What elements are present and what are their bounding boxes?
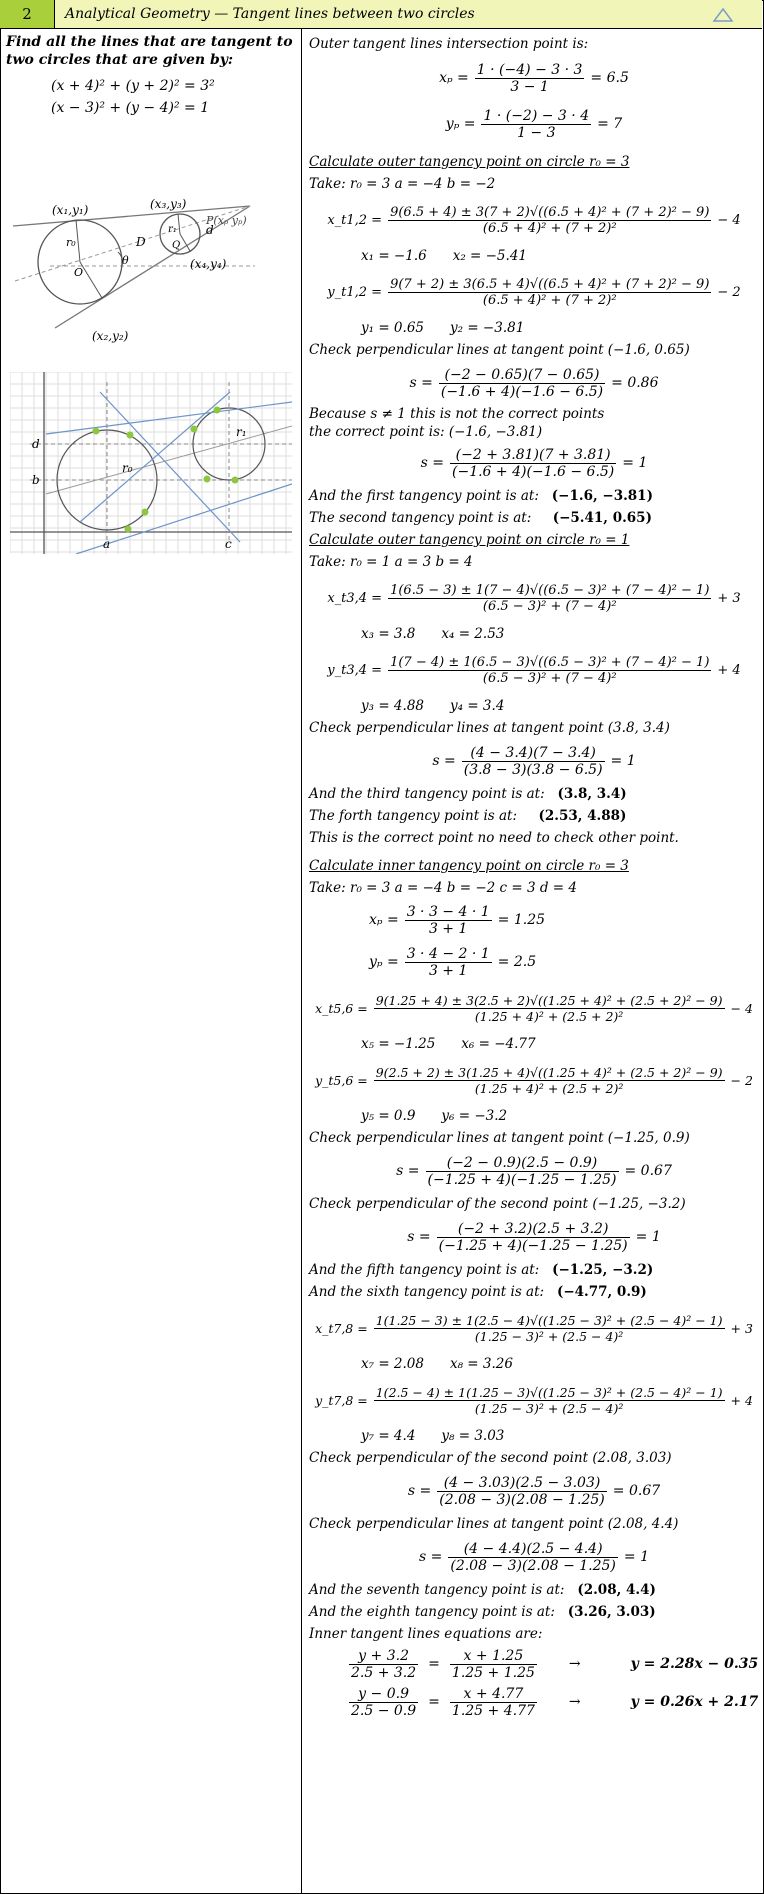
problem-number: 2 [0, 0, 55, 28]
denominator: 1.25 + 1.25 [451, 1664, 535, 1681]
label-q: Q [172, 240, 181, 251]
check-perpendicular-5: Check perpendicular of the second point (2.08, 3.03) [309, 1450, 672, 1466]
check-perpendicular-6: Check perpendicular lines at tangent point (2.08, 4.4) [309, 1516, 679, 1532]
fraction [374, 1385, 725, 1416]
page-title: Analytical Geometry — Tangent lines between two circles [65, 6, 475, 22]
value: x₈ = 3.26 [449, 1356, 513, 1372]
slope-check-f [309, 1469, 759, 1513]
label-x2y2: (x₂,y₂) [92, 329, 129, 343]
circle-equations [51, 75, 296, 119]
fraction [374, 1065, 725, 1096]
eq-rhs: = 7 [597, 116, 623, 132]
eq-rhs: − 4 [717, 212, 741, 228]
label-theta: θ [122, 254, 129, 267]
eq-rhs: = 6.5 [590, 70, 629, 86]
denominator: (1.25 − 3)² + (2.5 − 4)² [374, 1400, 725, 1416]
slope-check-b [309, 441, 759, 485]
value: y₈ = 3.03 [441, 1428, 505, 1444]
numerator: (−2 + 3.2)(2.5 + 3.2) [457, 1220, 609, 1237]
denominator: (2.08 − 3)(2.08 − 1.25) [450, 1557, 616, 1574]
line-result: y = 2.28x − 0.35 [630, 1656, 759, 1672]
denominator: (1.25 + 4)² + (2.5 + 2)² [374, 1008, 725, 1024]
numerator: 1(6.5 − 3) ± 1(7 − 4)√((6.5 − 3)² + (7 − 4)² − 1) [390, 582, 710, 598]
inner-equations-title: Inner tangent lines equations are: [309, 1626, 543, 1642]
fraction [388, 277, 711, 308]
fraction [439, 367, 605, 400]
fraction [405, 904, 492, 937]
fraction [388, 205, 711, 236]
eq-rhs: = 0.86 [611, 375, 659, 391]
label-small-d: d [206, 223, 214, 237]
grid-label-c: c [225, 537, 232, 551]
fraction [388, 583, 711, 614]
eq-rhs: − 4 [730, 1000, 753, 1016]
arrow-icon: → [568, 1656, 581, 1672]
denominator: (3.8 − 3)(3.8 − 6.5) [463, 761, 603, 778]
y78-equation [309, 1375, 759, 1425]
coordinate-grid-figure [10, 372, 292, 554]
numerator: (4 − 4.4)(2.5 − 4.4) [463, 1540, 603, 1557]
section-inner-r0-3: Calculate inner tangency point on circle r₀ = 3 [309, 858, 629, 874]
value: x₄ = 2.53 [441, 626, 505, 642]
fraction [405, 946, 492, 979]
fraction [450, 1648, 537, 1681]
y78-values [309, 1425, 759, 1447]
second-tangency-point [309, 507, 759, 529]
numerator: x + 4.77 [463, 1685, 524, 1702]
value: y₄ = 3.4 [450, 698, 505, 714]
eq-rhs: + 3 [730, 1320, 753, 1336]
eq-lhs: y_t1,2 = [327, 284, 383, 300]
grid-label-r0: r₀ [122, 461, 133, 475]
equals-sign: = [428, 1656, 440, 1672]
eq-rhs: − 2 [717, 284, 741, 300]
value: x₆ = −4.77 [461, 1036, 536, 1052]
numerator: 3 · 4 − 2 · 1 [406, 945, 490, 962]
slope-check-d [309, 1149, 759, 1193]
denominator: (1.25 + 4)² + (2.5 + 2)² [374, 1080, 725, 1096]
take-values-1: Take: r₀ = 3 a = −4 b = −2 [309, 176, 496, 192]
label: And the eighth tangency point is at: [309, 1604, 555, 1620]
grid-label-b: b [32, 473, 40, 487]
eq-lhs: s = [418, 1549, 443, 1565]
eq-rhs: = 1.25 [497, 912, 546, 928]
solution-panel [309, 33, 759, 1721]
denominator: (6.5 + 4)² + (7 + 2)² [388, 292, 711, 308]
x56-equation [309, 983, 759, 1033]
fraction [450, 1686, 537, 1719]
label-x3y3: (x₃,y₃) [150, 197, 187, 211]
grid-label-r1: r₁ [236, 425, 247, 439]
circle-equation-2: (x − 3)² + (y − 4)² = 1 [51, 100, 210, 116]
numerator: (−2 − 0.9)(2.5 − 0.9) [446, 1154, 598, 1171]
y34-values [309, 695, 759, 717]
x78-values [309, 1353, 759, 1375]
grid-label-a: a [103, 537, 111, 551]
slope-check-c [309, 739, 759, 783]
eq-rhs: = 1 [635, 1229, 661, 1245]
numerator: (−2 − 0.65)(7 − 0.65) [444, 366, 600, 383]
x12-values [309, 245, 759, 267]
numerator: y + 3.2 [358, 1647, 409, 1664]
value: y₁ = 0.65 [361, 320, 424, 336]
slope-check-a [309, 361, 759, 405]
value: y₆ = −3.2 [441, 1108, 508, 1124]
correct-point-note: This is the correct point no need to check other point. [309, 830, 679, 846]
xp-inner-equation [309, 899, 759, 941]
numerator: 9(7 + 2) ± 3(6.5 + 4)√((6.5 + 4)² + (7 + 2)² − 9) [390, 276, 710, 292]
fraction [426, 1155, 619, 1188]
eq-lhs: xₚ = [369, 912, 399, 928]
eq-rhs: = 0.67 [624, 1163, 672, 1179]
collapse-triangle-icon[interactable] [712, 7, 734, 23]
eq-rhs: + 4 [730, 1392, 753, 1408]
denominator: 3 − 1 [475, 78, 585, 95]
value: x₇ = 2.08 [361, 1356, 424, 1372]
question-panel [6, 33, 296, 119]
label-r1: r₁ [168, 224, 177, 235]
fraction [448, 1541, 618, 1574]
eq-lhs: y_t3,4 = [327, 662, 383, 678]
label-big-d: D [136, 235, 146, 249]
x34-values [309, 623, 759, 645]
fraction [374, 993, 725, 1024]
eq-lhs: x_t1,2 = [327, 212, 383, 228]
value: y₇ = 4.4 [361, 1428, 416, 1444]
eq-rhs: = 1 [623, 1549, 649, 1565]
label-x4y4: (x₄,y₄) [190, 257, 227, 271]
label-point-p: P(xₚ yₚ) [206, 214, 247, 227]
fraction [349, 1686, 418, 1719]
forth-tangency-point [309, 805, 759, 827]
eq-rhs: = 1 [610, 753, 636, 769]
third-tangency-point [309, 783, 759, 805]
numerator: 1(7 − 4) ± 1(6.5 − 3)√((6.5 − 3)² + (7 − 4)² − 1) [390, 654, 710, 670]
section-outer-r0-3: Calculate outer tangency point on circle r₀ = 3 [309, 154, 630, 170]
point-value: (−1.25, −3.2) [552, 1262, 654, 1278]
eq-rhs: + 4 [717, 662, 741, 678]
numerator: 1 · (−2) − 3 · 4 [483, 107, 590, 124]
eq-lhs: y_t5,6 = [315, 1072, 368, 1088]
label: The forth tangency point is at: [309, 808, 517, 824]
check-perpendicular-2: Check perpendicular lines at tangent point (3.8, 3.4) [309, 720, 670, 736]
numerator: x + 1.25 [463, 1647, 524, 1664]
take-values-2: Take: r₀ = 1 a = 3 b = 4 [309, 554, 473, 570]
fraction [462, 745, 605, 778]
eq-lhs: y_t7,8 = [315, 1392, 368, 1408]
y34-equation [309, 645, 759, 695]
x34-equation [309, 573, 759, 623]
inner-line-equation-2 [309, 1683, 759, 1721]
numerator: 9(6.5 + 4) ± 3(7 + 2)√((6.5 + 4)² + (7 + 2)² − 9) [390, 204, 710, 220]
equals-sign: = [428, 1694, 440, 1710]
denominator: (2.08 − 3)(2.08 − 1.25) [439, 1491, 605, 1508]
denominator: (−1.6 + 4)(−1.6 − 6.5) [452, 463, 615, 480]
eq-lhs: yₚ = [369, 954, 399, 970]
eq-lhs: s = [432, 753, 456, 769]
value: y₂ = −3.81 [450, 320, 525, 336]
eighth-tangency-point [309, 1601, 759, 1623]
denominator: (−1.25 + 4)(−1.25 − 1.25) [438, 1237, 628, 1254]
y56-values [309, 1105, 759, 1127]
denominator: 2.5 + 3.2 [351, 1664, 417, 1681]
label-o: O [74, 266, 84, 279]
value: x₁ = −1.6 [361, 248, 427, 264]
label: And the seventh tangency point is at: [309, 1582, 565, 1598]
arrow-icon: → [568, 1694, 581, 1710]
numerator: 9(2.5 + 2) ± 3(1.25 + 4)√((1.25 + 4)² + (2.5 + 2)² − 9) [375, 1064, 723, 1080]
numerator: 9(1.25 + 4) ± 3(2.5 + 2)√((1.25 + 4)² + (2.5 + 2)² − 9) [375, 992, 723, 1008]
label: And the third tangency point is at: [309, 786, 545, 802]
grid-label-d: d [32, 437, 40, 451]
x78-equation [309, 1303, 759, 1353]
eq-lhs: s = [396, 1163, 420, 1179]
point-value: (2.53, 4.88) [538, 808, 627, 824]
because-line-2: the correct point is: (−1.6, −3.81) [309, 424, 543, 440]
eq-rhs: = 0.67 [612, 1483, 661, 1499]
value: x₂ = −5.41 [452, 248, 527, 264]
because-line-1: Because s ≠ 1 this is not the correct points [309, 406, 605, 422]
eq-lhs: s = [407, 1229, 431, 1245]
denominator: (6.5 − 3)² + (7 − 4)² [388, 598, 711, 614]
section-outer-r0-1: Calculate outer tangency point on circle r₀ = 1 [309, 532, 630, 548]
point-value: (3.8, 3.4) [557, 786, 627, 802]
numerator: 1(2.5 − 4) ± 1(1.25 − 3)√((1.25 − 3)² + (2.5 − 4)² − 1) [375, 1384, 723, 1400]
xp-outer-equation [309, 55, 759, 101]
numerator: 3 · 3 − 4 · 1 [406, 903, 490, 920]
first-tangency-point [309, 485, 759, 507]
point-value: (−1.6, −3.81) [551, 488, 653, 504]
numerator: 1 · (−4) − 3 · 3 [476, 61, 583, 78]
fraction [437, 1475, 607, 1508]
eq-rhs: − 2 [730, 1072, 753, 1088]
point-value: (3.26, 3.03) [567, 1604, 656, 1620]
y12-equation [309, 267, 759, 317]
slope-check-g [309, 1535, 759, 1579]
denominator: 2.5 − 0.9 [351, 1702, 417, 1719]
eq-lhs: s = [420, 455, 444, 471]
eq-lhs: yₚ = [445, 116, 476, 132]
point-value: (−5.41, 0.65) [552, 510, 652, 526]
y56-equation [309, 1055, 759, 1105]
eq-rhs: = 1 [622, 455, 648, 471]
label: And the first tangency point is at: [309, 488, 539, 504]
eq-lhs: x_t5,6 = [315, 1000, 368, 1016]
fraction [388, 655, 711, 686]
slope-check-e [309, 1215, 759, 1259]
check-perpendicular-1: Check perpendicular lines at tangent point (−1.6, 0.65) [309, 342, 690, 358]
numerator: (−2 + 3.81)(7 + 3.81) [455, 446, 611, 463]
fraction [437, 1221, 630, 1254]
x56-values [309, 1033, 759, 1055]
fifth-tangency-point [309, 1259, 759, 1281]
label: And the sixth tangency point is at: [309, 1284, 545, 1300]
label: The second tangency point is at: [309, 510, 532, 526]
value: x₃ = 3.8 [361, 626, 416, 642]
eq-rhs: + 3 [717, 590, 741, 606]
column-divider [301, 29, 302, 1893]
fraction [475, 62, 585, 95]
header-bar [0, 0, 762, 29]
x12-equation [309, 195, 759, 245]
fraction [481, 108, 591, 141]
yp-outer-equation [309, 101, 759, 147]
circle-equation-1: (x + 4)² + (y + 2)² = 3² [51, 78, 215, 94]
denominator: (−1.25 + 4)(−1.25 − 1.25) [427, 1171, 617, 1188]
eq-lhs: xₚ = [439, 70, 469, 86]
yp-inner-equation [309, 941, 759, 983]
seventh-tangency-point [309, 1579, 759, 1601]
point-value: (−4.77, 0.9) [556, 1284, 647, 1300]
eq-rhs: = 2.5 [497, 954, 537, 970]
denominator: 1.25 + 4.77 [451, 1702, 535, 1719]
check-perpendicular-4: Check perpendicular of the second point (−1.25, −3.2) [309, 1196, 686, 1212]
outer-intersection-title: Outer tangent lines intersection point is: [309, 36, 589, 52]
value: y₅ = 0.9 [361, 1108, 416, 1124]
point-value: (2.08, 4.4) [577, 1582, 656, 1598]
eq-lhs: s = [407, 1483, 432, 1499]
line-result: y = 0.26x + 2.17 [630, 1694, 759, 1710]
numerator: (4 − 3.4)(7 − 3.4) [470, 744, 596, 761]
question-text: Find all the lines that are tangent to two circles that are given by: [6, 34, 293, 68]
y12-values [309, 317, 759, 339]
denominator: (6.5 − 3)² + (7 − 4)² [388, 670, 711, 686]
fraction [450, 447, 616, 480]
label-x1y1: (x₁,y₁) [52, 203, 89, 217]
denominator: (6.5 + 4)² + (7 + 2)² [388, 220, 711, 236]
numerator: 1(1.25 − 3) ± 1(2.5 − 4)√((1.25 − 3)² + (2.5 − 4)² − 1) [375, 1312, 723, 1328]
denominator: 3 + 1 [405, 962, 492, 979]
denominator: 1 − 3 [481, 124, 591, 141]
sixth-tangency-point [309, 1281, 759, 1303]
denominator: (1.25 − 3)² + (2.5 − 4)² [374, 1328, 725, 1344]
numerator: y − 0.9 [358, 1685, 409, 1702]
label-r0: r₀ [66, 236, 76, 249]
value: y₃ = 4.88 [361, 698, 424, 714]
denominator: 3 + 1 [405, 920, 492, 937]
check-perpendicular-3: Check perpendicular lines at tangent point (−1.25, 0.9) [309, 1130, 690, 1146]
eq-lhs: x_t7,8 = [315, 1320, 368, 1336]
numerator: (4 − 3.03)(2.5 − 3.03) [443, 1474, 601, 1491]
tangent-diagram [10, 196, 262, 346]
value: x₅ = −1.25 [361, 1036, 436, 1052]
eq-lhs: s = [409, 375, 433, 391]
fraction [349, 1648, 418, 1681]
take-values-3: Take: r₀ = 3 a = −4 b = −2 c = 3 d = 4 [309, 880, 577, 896]
label: And the fifth tangency point is at: [309, 1262, 540, 1278]
fraction [374, 1313, 725, 1344]
inner-line-equation-1 [309, 1645, 759, 1683]
denominator: (−1.6 + 4)(−1.6 − 6.5) [440, 383, 604, 400]
eq-lhs: x_t3,4 = [327, 590, 383, 606]
